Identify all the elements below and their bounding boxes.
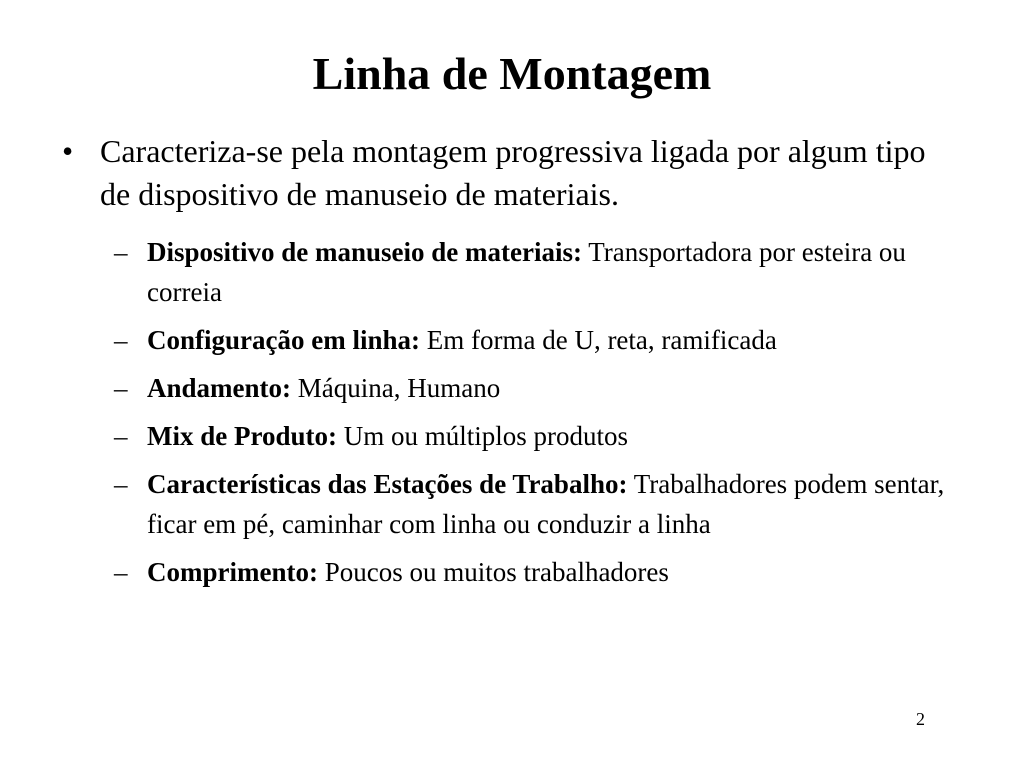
sub-bullet-text: Trabalhadores podem sentar, ficar em pé, caminhar com linha ou conduzir a linha bbox=[147, 469, 945, 539]
sub-bullet-configuracao bbox=[114, 320, 974, 360]
sub-bullet-text: Em forma de U, reta, ramificada bbox=[420, 325, 777, 355]
sub-bullet-label: Características das Estações de Trabalho: bbox=[147, 469, 628, 499]
bullet-marker: • bbox=[62, 133, 74, 169]
sub-bullet-list bbox=[114, 232, 974, 600]
sub-bullet-label: Andamento: bbox=[147, 373, 292, 403]
dash-marker: – bbox=[114, 237, 128, 267]
sub-bullet-label: Comprimento: bbox=[147, 557, 318, 587]
dash-marker: – bbox=[114, 373, 128, 403]
sub-bullet-dispositivo bbox=[114, 232, 974, 312]
dash-marker: – bbox=[114, 469, 128, 499]
sub-bullet-label: Mix de Produto: bbox=[147, 421, 337, 451]
sub-bullet-estacoes-trabalho bbox=[114, 464, 974, 544]
sub-bullet-comprimento bbox=[114, 552, 974, 592]
sub-bullet-label: Configuração em linha: bbox=[147, 325, 420, 355]
dash-marker: – bbox=[114, 421, 128, 451]
dash-marker: – bbox=[114, 325, 128, 355]
dash-marker: – bbox=[114, 557, 128, 587]
sub-bullet-text: Um ou múltiplos produtos bbox=[337, 421, 629, 451]
sub-bullet-text: Máquina, Humano bbox=[291, 373, 501, 403]
main-bullet-text: Caracteriza-se pela montagem progressiva ligada por algum tipo de dispositivo de manuseio de materiais. bbox=[100, 133, 926, 212]
page-number: 2 bbox=[916, 709, 925, 729]
sub-bullet-mix-produto bbox=[114, 416, 974, 456]
slide-title: Linha de Montagem bbox=[312, 48, 712, 99]
main-bullet bbox=[62, 130, 962, 216]
sub-bullet-label: Dispositivo de manuseio de materiais: bbox=[147, 237, 582, 267]
sub-bullet-andamento bbox=[114, 368, 974, 408]
sub-bullet-text: Poucos ou muitos trabalhadores bbox=[317, 557, 669, 587]
sub-bullet-text: Transportadora por esteira ou correia bbox=[147, 237, 906, 307]
